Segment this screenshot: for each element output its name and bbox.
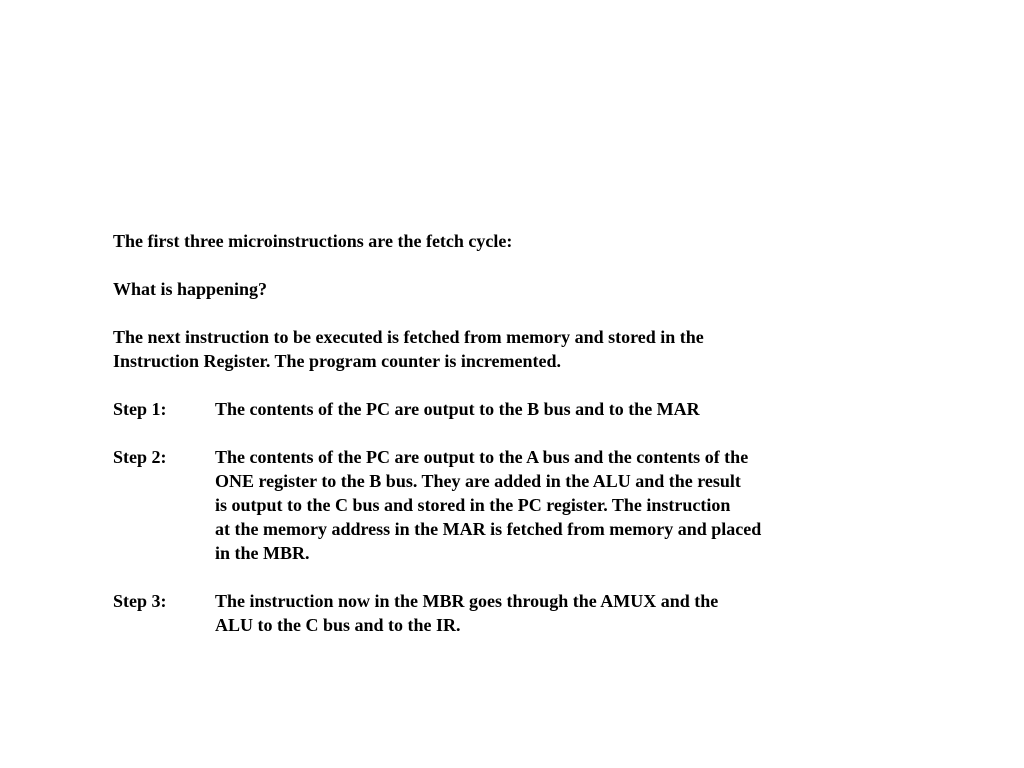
step-label: Step 3:: [113, 591, 167, 611]
spacer: [113, 253, 993, 277]
slide-content: [113, 229, 993, 637]
heading: The first three microinstructions are the fetch cycle:: [113, 231, 513, 251]
step-line: ALU to the C bus and to the IR.: [215, 615, 461, 635]
summary-line: The next instruction to be executed is fetched from memory and stored in the: [113, 327, 704, 347]
step-line: ONE register to the B bus. They are added in the ALU and the result: [215, 471, 741, 491]
step-label: Step 1:: [113, 399, 167, 419]
question: What is happening?: [113, 279, 268, 299]
step-label: Step 2:: [113, 447, 167, 467]
step-line: The instruction now in the MBR goes through the AMUX and the: [215, 591, 719, 611]
step-description: [215, 397, 993, 421]
summary-line: Instruction Register. The program counter is incremented.: [113, 351, 561, 371]
spacer: [113, 565, 993, 589]
step-line: The contents of the PC are output to the A bus and the contents of the: [215, 447, 749, 467]
spacer: [113, 421, 993, 445]
spacer: [113, 301, 993, 325]
spacer: [113, 373, 993, 397]
step-description: [215, 589, 993, 637]
summary-paragraph: [113, 325, 993, 373]
step-line: in the MBR.: [215, 543, 310, 563]
step-line: is output to the C bus and stored in the PC register. The instruction: [215, 495, 731, 515]
step-line: at the memory address in the MAR is fetched from memory and placed: [215, 519, 762, 539]
step-description: [215, 445, 993, 565]
step-line: The contents of the PC are output to the B bus and to the MAR: [215, 399, 700, 419]
step-1: [113, 397, 993, 421]
step-3: [113, 589, 993, 637]
step-2: [113, 445, 993, 565]
